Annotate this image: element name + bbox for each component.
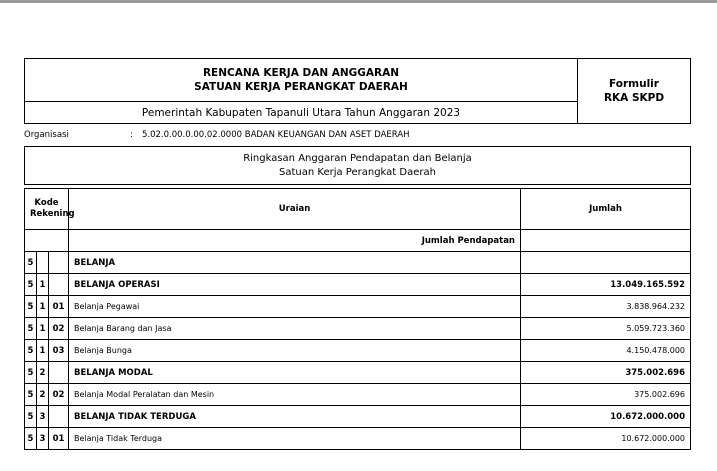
header-uraian: Uraian xyxy=(69,189,521,230)
jumlah-cell: 13.049.165.592 xyxy=(521,274,691,296)
table-row xyxy=(25,274,691,296)
jumlah-cell: 10.672.000.000 xyxy=(521,406,691,428)
kode-1: 5 xyxy=(25,340,37,362)
jumlah-cell: 4.150.478.000 xyxy=(521,340,691,362)
uraian-cell: BELANJA xyxy=(69,252,521,274)
kode-1: 5 xyxy=(25,274,37,296)
form-line-1: Formulir xyxy=(609,78,659,90)
table-row xyxy=(25,296,691,318)
table-row xyxy=(25,340,691,362)
top-divider xyxy=(0,0,717,3)
jumlah-cell: 5.059.723.360 xyxy=(521,318,691,340)
kode-3: 01 xyxy=(49,296,69,318)
kode-3: 03 xyxy=(49,340,69,362)
kode-2: 2 xyxy=(37,384,49,406)
kode-3 xyxy=(49,274,69,296)
kode-1: 5 xyxy=(25,362,37,384)
summary-line-1: Ringkasan Anggaran Pendapatan dan Belanja xyxy=(243,153,472,164)
title-line-1: RENCANA KERJA DAN ANGGARAN xyxy=(202,67,400,79)
kode-1: 5 xyxy=(25,384,37,406)
jumlah-pendapatan-row xyxy=(25,230,691,252)
kode-3 xyxy=(49,406,69,428)
form-code xyxy=(578,59,691,124)
organisasi-label: Organisasi xyxy=(24,130,69,140)
header-kode-rekening: Kode Rekening xyxy=(25,189,69,230)
kode-3: 02 xyxy=(49,318,69,340)
jumlah-cell: 375.002.696 xyxy=(521,362,691,384)
kode-1: 5 xyxy=(25,296,37,318)
kode-1: 5 xyxy=(25,406,37,428)
kode-2: 1 xyxy=(37,296,49,318)
table-row xyxy=(25,406,691,428)
title-line-2: SATUAN KERJA PERANGKAT DAERAH xyxy=(194,81,408,93)
kode-2: 2 xyxy=(37,362,49,384)
uraian-cell: Belanja Tidak Terduga xyxy=(69,428,521,450)
table-row xyxy=(25,318,691,340)
uraian-cell: Belanja Modal Peralatan dan Mesin xyxy=(69,384,521,406)
kode-2: 1 xyxy=(37,318,49,340)
document-header xyxy=(24,58,691,124)
uraian-cell: Belanja Bunga xyxy=(69,340,521,362)
kode-2: 1 xyxy=(37,340,49,362)
table-row xyxy=(25,428,691,450)
rka-document xyxy=(24,58,691,450)
organisasi-row xyxy=(24,124,691,146)
jumlah-cell: 375.002.696 xyxy=(521,384,691,406)
kode-1: 5 xyxy=(25,428,37,450)
organisasi-separator: : xyxy=(130,130,133,140)
table-header-row xyxy=(25,189,691,230)
kode-2: 1 xyxy=(37,274,49,296)
table-row xyxy=(25,362,691,384)
jumlah-pendapatan-label: Jumlah Pendapatan xyxy=(69,230,521,252)
uraian-cell: BELANJA OPERASI xyxy=(69,274,521,296)
kode-3 xyxy=(49,362,69,384)
kode-2 xyxy=(37,252,49,274)
kode-2: 3 xyxy=(37,406,49,428)
kode-2: 3 xyxy=(37,428,49,450)
jumlah-cell: 10.672.000.000 xyxy=(521,428,691,450)
jumlah-cell: 3.838.964.232 xyxy=(521,296,691,318)
form-line-2: RKA SKPD xyxy=(603,92,665,104)
table-row xyxy=(25,252,691,274)
table-row xyxy=(25,384,691,406)
kode-3: 02 xyxy=(49,384,69,406)
kode-1: 5 xyxy=(25,318,37,340)
header-jumlah: Jumlah xyxy=(521,189,691,230)
summary-title xyxy=(24,146,691,185)
uraian-cell: Belanja Pegawai xyxy=(69,296,521,318)
uraian-cell: BELANJA TIDAK TERDUGA xyxy=(69,406,521,428)
uraian-cell: Belanja Barang dan Jasa xyxy=(69,318,521,340)
document-title xyxy=(25,59,578,102)
organisasi-value: 5.02.0.00.0.00.02.0000 BADAN KEUANGAN DAN ASET DAERAH xyxy=(142,130,410,140)
kode-3: 01 xyxy=(49,428,69,450)
uraian-cell: BELANJA MODAL xyxy=(69,362,521,384)
summary-line-2: Satuan Kerja Perangkat Daerah xyxy=(279,167,436,178)
kode-1: 5 xyxy=(25,252,37,274)
kode-3 xyxy=(49,252,69,274)
jumlah-cell xyxy=(521,252,691,274)
budget-table xyxy=(24,188,691,450)
document-subtitle: Pemerintah Kabupaten Tapanuli Utara Tahun Anggaran 2023 xyxy=(25,102,578,124)
